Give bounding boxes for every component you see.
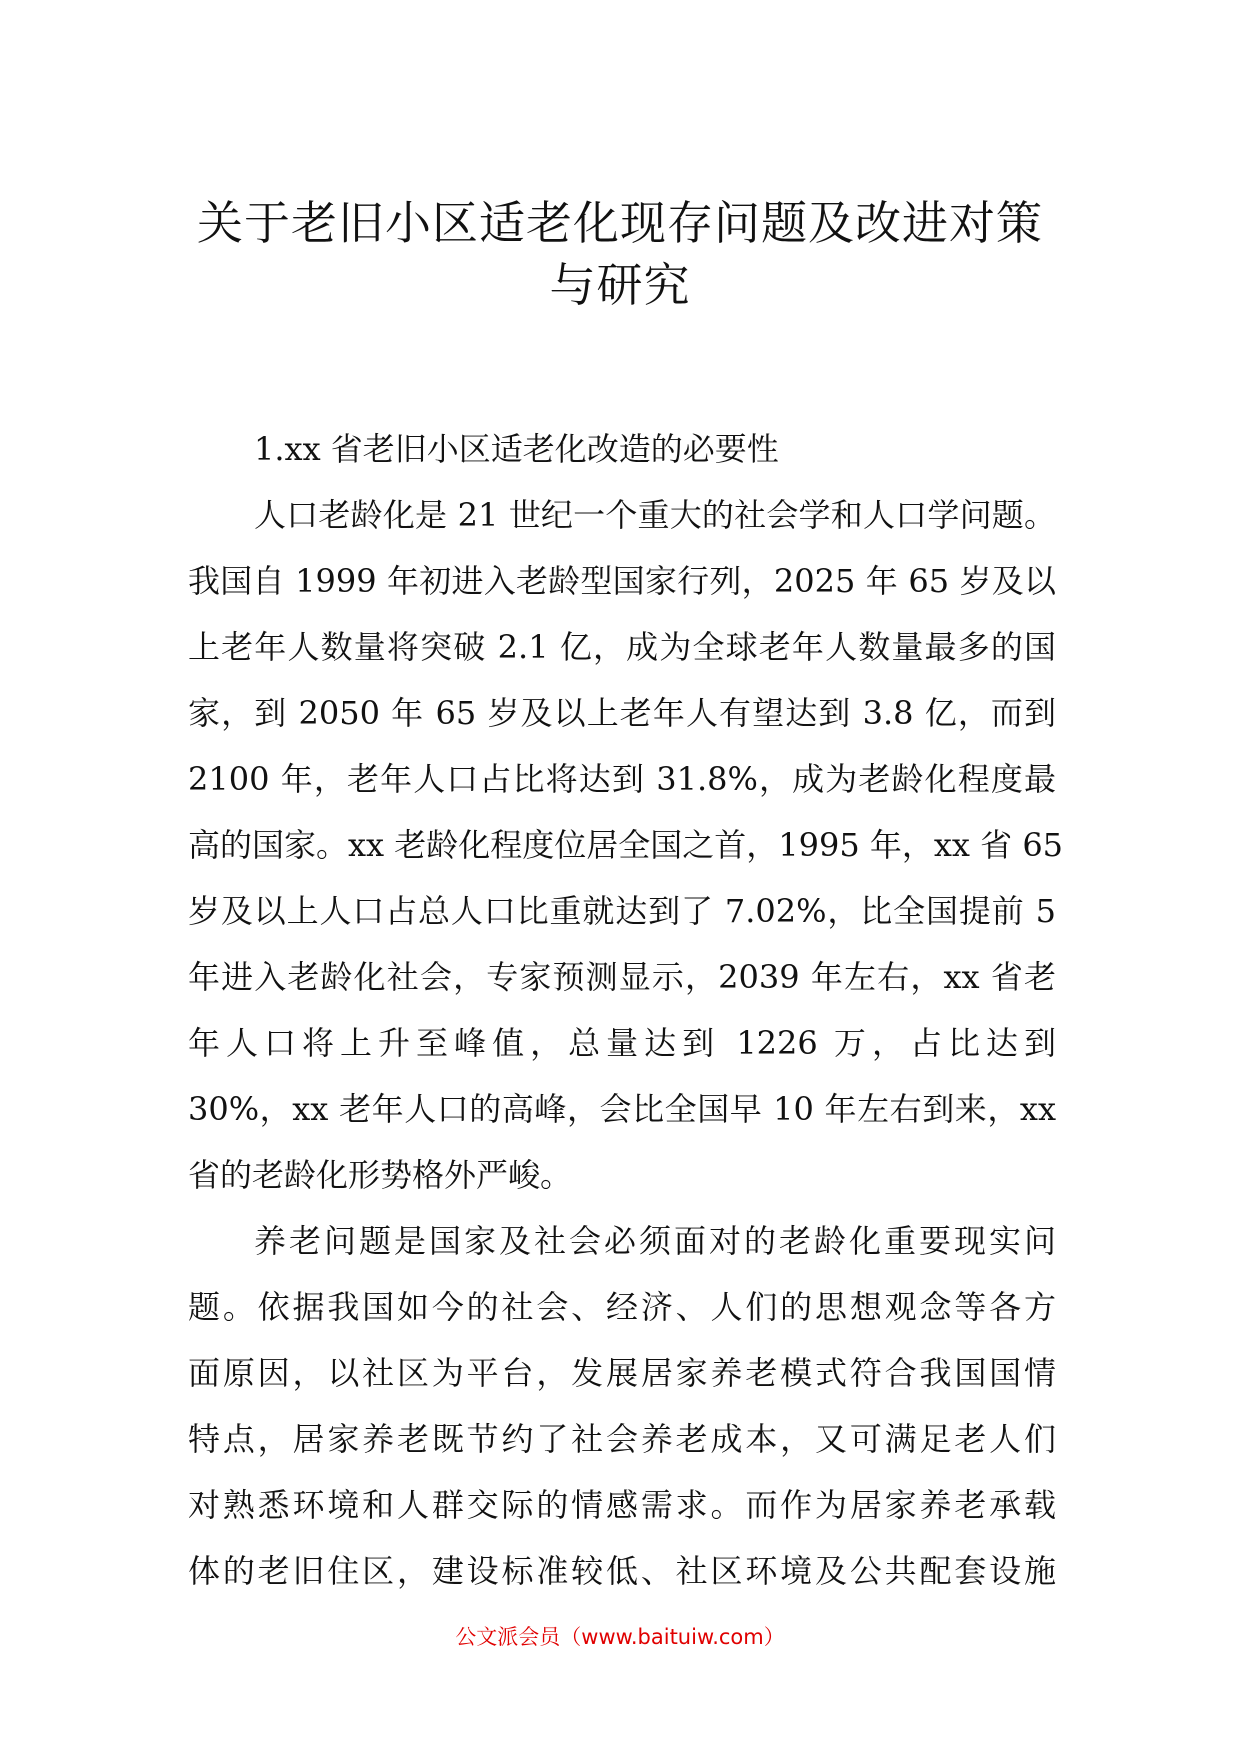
paragraph-line: 题。依据我国如今的社会、经济、人们的思想观念等各方	[188, 1288, 1056, 1326]
paragraph-line: 高的国家。xx 老龄化程度位居全国之首，1995 年，xx 省 65	[188, 826, 1064, 864]
section-heading: 1.xx 省老旧小区适老化改造的必要性	[254, 430, 779, 468]
paragraph-line: 体的老旧住区，建设标准较低、社区环境及公共配套设施	[188, 1552, 1056, 1590]
paragraph-line: 家，到 2050 年 65 岁及以上老年人有望达到 3.8 亿，而到	[188, 694, 1056, 732]
paragraph-line: 岁及以上人口占总人口比重就达到了 7.02%，比全国提前 5	[188, 892, 1056, 930]
paragraph-line: 上老年人数量将突破 2.1 亿，成为全球老年人数量最多的国	[188, 628, 1056, 666]
paragraph-line: 年人口将上升至峰值，总量达到 1226 万，占比达到	[188, 1024, 1056, 1062]
paragraph-line: 人口老龄化是 21 世纪一个重大的社会学和人口学问题。	[254, 496, 1056, 534]
paragraph-line: 30%，xx 老年人口的高峰，会比全国早 10 年左右到来，xx	[188, 1090, 1056, 1128]
paragraph-line: 年进入老龄化社会，专家预测显示，2039 年左右，xx 省老	[188, 958, 1056, 996]
title-line-2: 与研究	[549, 258, 691, 312]
document-title	[160, 192, 1080, 316]
document-body	[188, 416, 1064, 1604]
paragraph-2	[188, 1208, 1056, 1604]
paragraph-line: 养老问题是国家及社会必须面对的老龄化重要现实问	[254, 1222, 1056, 1260]
paragraph-line: 面原因，以社区为平台，发展居家养老模式符合我国国情	[188, 1354, 1056, 1392]
paragraph-line: 省的老龄化形势格外严峻。	[188, 1156, 573, 1194]
paragraph-1	[188, 482, 1064, 1208]
footer-watermark: 公文派会员（www.baituiw.com）	[455, 1625, 785, 1649]
title-line-1: 关于老旧小区适老化现存问题及改进对策	[197, 196, 1043, 250]
paragraph-line: 2100 年，老年人口占比将达到 31.8%，成为老龄化程度最	[188, 760, 1056, 798]
paragraph-line: 特点，居家养老既节约了社会养老成本，又可满足老人们	[188, 1420, 1056, 1458]
paragraph-line: 我国自 1999 年初进入老龄型国家行列，2025 年 65 岁及以	[188, 562, 1056, 600]
paragraph-line: 对熟悉环境和人群交际的情感需求。而作为居家养老承载	[188, 1486, 1056, 1524]
